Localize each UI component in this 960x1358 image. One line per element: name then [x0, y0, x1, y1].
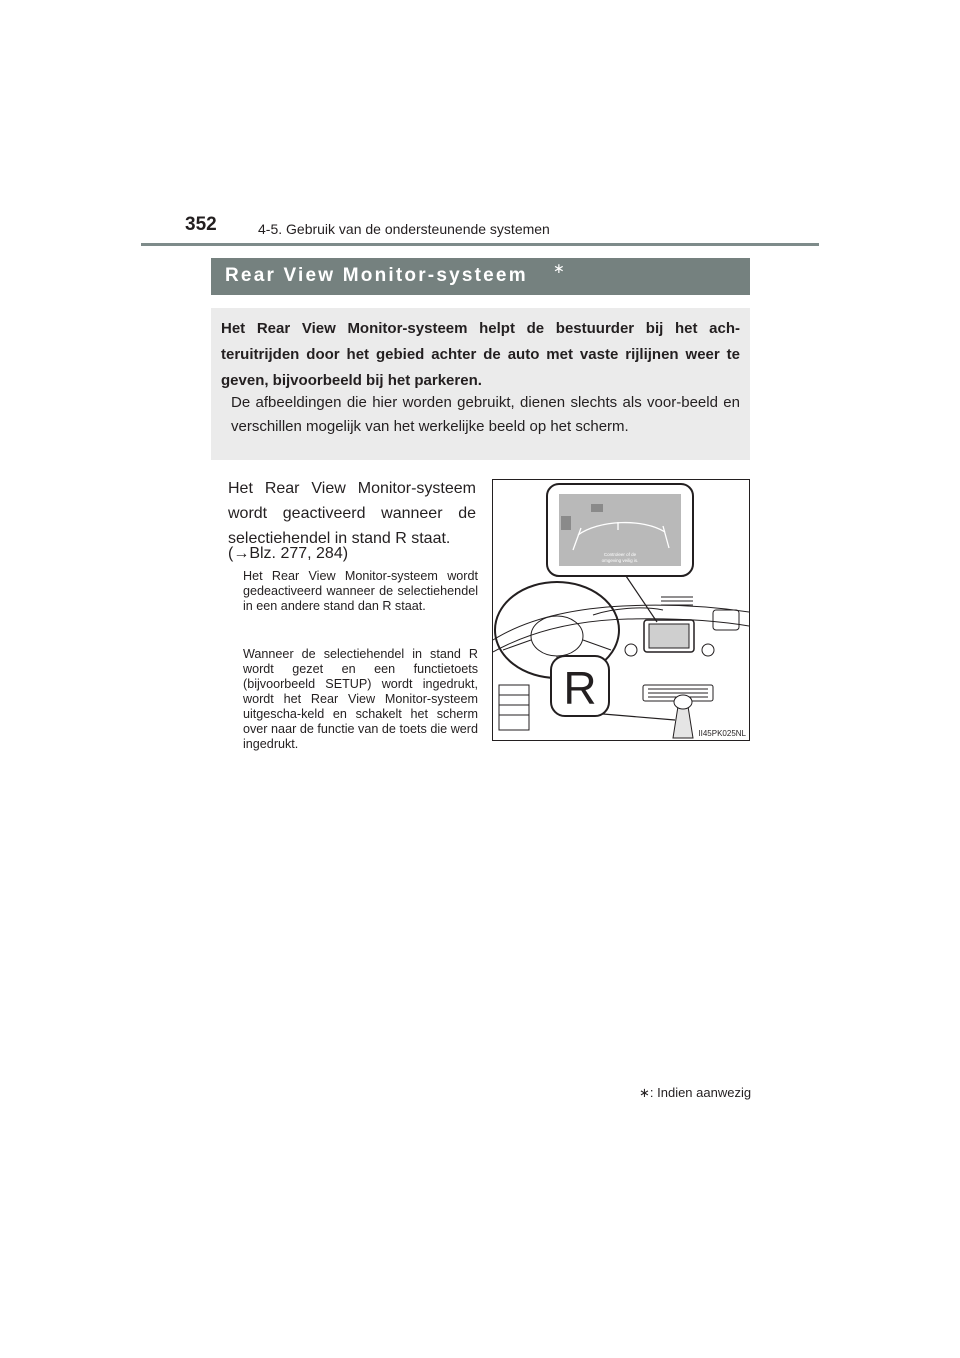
intro-box	[211, 308, 750, 460]
header-divider	[141, 243, 819, 246]
gear-r-label: R	[563, 662, 597, 714]
page-number: 352	[185, 214, 217, 235]
note-function-key: Wanneer de selectiehendel in stand R wordt gezet en een functietoets (bijvoorbeeld SETUP) wordt ingedrukt, wordt het Rear View Monitor-systeem uitgescha-keld en schakelt het scherm over naar de functie van de toets die werd ingedrukt.	[243, 647, 478, 751]
dashboard-drawing	[493, 480, 749, 740]
title-bar	[211, 258, 750, 295]
page-title: Rear View Monitor-systeem	[225, 265, 528, 286]
screen-message-line1: Controleer of de	[603, 552, 637, 557]
note-deactivation: Het Rear View Monitor-systeem wordt gedeactiveerd wanneer de selectiehendel in een andere stand dan R staat.	[243, 569, 478, 613]
illustration-code: II45PK025NL	[698, 729, 746, 738]
intro-summary: Het Rear View Monitor-systeem helpt de bestuurder bij het ach-teruitrijden door het gebied achter de auto met vaste rijlijnen weer te geven, bijvoorbeeld bij het parkeren.	[221, 320, 740, 389]
section-title: 4-5. Gebruik van de ondersteunende systemen	[258, 221, 550, 237]
main-paragraph: Het Rear View Monitor-systeem wordt geactiveerd wanneer de selectiehendel in stand R staat.	[228, 480, 476, 547]
optional-marker: ∗	[553, 260, 565, 276]
page-reference: (→Blz. 277, 284)	[228, 545, 349, 562]
dashboard-illustration	[492, 479, 750, 741]
footnote: ∗: Indien aanwezig	[639, 1085, 752, 1100]
intro-note: De afbeeldingen die hier worden gebruikt, dienen slechts als voor-beeld en verschillen mogelijk van het werkelijke beeld op het scherm.	[231, 394, 740, 435]
screen-message-line2: omgeving veilig is.	[601, 558, 639, 563]
